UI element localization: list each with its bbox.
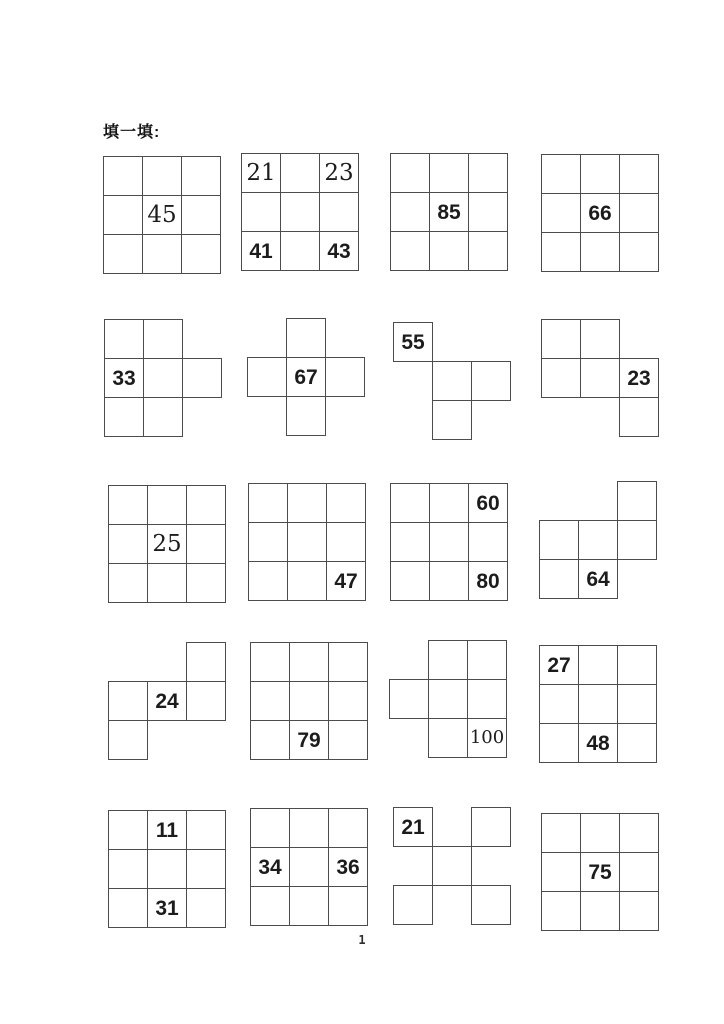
grid-cell <box>186 849 226 889</box>
puzzle-number: 60 <box>476 491 500 515</box>
grid-cell <box>578 684 618 724</box>
grid-cell <box>428 640 468 680</box>
grid-cell <box>250 681 290 721</box>
grid-cell <box>541 154 581 194</box>
puzzle-number: 47 <box>334 569 358 593</box>
grid-cell <box>108 849 148 889</box>
grid-cell <box>617 684 657 724</box>
grid-cell <box>390 522 430 562</box>
grid-cell <box>619 852 659 892</box>
grid-cell <box>619 232 659 272</box>
grid-cell <box>289 847 329 887</box>
grid-cell <box>181 195 221 235</box>
puzzle-number: 25 <box>152 530 182 557</box>
grid-cell <box>389 679 429 719</box>
puzzle-number: 21 <box>246 159 276 186</box>
grid-cell <box>432 400 472 440</box>
puzzle-number: 41 <box>249 239 273 263</box>
grid-cell <box>539 559 579 599</box>
grid-cell <box>328 808 368 848</box>
grid-cell <box>390 561 430 601</box>
grid-cell <box>328 642 368 682</box>
puzzle-number: 66 <box>588 201 612 225</box>
grid-cell <box>541 232 581 272</box>
worksheet-title: 填一填: <box>103 124 161 141</box>
puzzle-number: 21 <box>401 815 425 839</box>
grid-cell <box>541 319 581 359</box>
puzzle-number: 23 <box>627 366 651 390</box>
grid-cell <box>428 718 468 758</box>
grid-cell <box>241 192 281 232</box>
grid-cell <box>280 153 320 193</box>
grid-cell <box>108 888 148 928</box>
grid-cell <box>250 642 290 682</box>
puzzle-number: 31 <box>155 896 179 920</box>
grid-cell <box>250 808 290 848</box>
grid-cell <box>289 886 329 926</box>
grid-cell <box>319 192 359 232</box>
grid-cell <box>181 156 221 196</box>
grid-cell <box>103 234 143 274</box>
grid-cell <box>541 852 581 892</box>
grid-cell <box>289 642 329 682</box>
grid-cell <box>104 319 144 359</box>
grid-cell <box>104 397 144 437</box>
puzzle-number: 34 <box>258 855 282 879</box>
grid-cell <box>248 561 288 601</box>
grid-cell <box>580 813 620 853</box>
grid-cell <box>325 357 365 397</box>
grid-cell <box>182 358 222 398</box>
grid-cell <box>467 640 507 680</box>
grid-cell <box>578 520 618 560</box>
grid-cell <box>390 153 430 193</box>
grid-cell <box>617 723 657 763</box>
grid-cell <box>619 891 659 931</box>
grid-cell <box>186 642 226 682</box>
grid-cell <box>108 720 148 760</box>
grid-cell <box>471 885 511 925</box>
grid-cell <box>390 483 430 523</box>
grid-cell <box>393 885 433 925</box>
grid-cell <box>289 808 329 848</box>
grid-cell <box>539 684 579 724</box>
grid-cell <box>181 234 221 274</box>
puzzle-number: 79 <box>297 728 321 752</box>
grid-cell <box>429 231 469 271</box>
grid-cell <box>390 192 430 232</box>
grid-cell <box>390 231 430 271</box>
grid-cell <box>248 483 288 523</box>
grid-cell <box>578 645 618 685</box>
grid-cell <box>143 319 183 359</box>
grid-cell <box>248 522 288 562</box>
grid-cell <box>147 485 187 525</box>
puzzle-number: 33 <box>112 366 136 390</box>
grid-cell <box>428 679 468 719</box>
grid-cell <box>280 192 320 232</box>
grid-cell <box>619 193 659 233</box>
grid-cell <box>429 522 469 562</box>
grid-cell <box>328 720 368 760</box>
puzzle-number: 55 <box>401 330 425 354</box>
grid-cell <box>143 358 183 398</box>
grid-cell <box>186 810 226 850</box>
grid-cell <box>250 886 290 926</box>
grid-cell <box>541 193 581 233</box>
puzzle-number: 85 <box>437 200 461 224</box>
grid-cell <box>432 361 472 401</box>
grid-cell <box>289 681 329 721</box>
puzzle-number: 23 <box>324 159 354 186</box>
grid-cell <box>619 154 659 194</box>
grid-cell <box>328 886 368 926</box>
grid-cell <box>541 813 581 853</box>
puzzle-number: 24 <box>155 689 179 713</box>
grid-cell <box>468 522 508 562</box>
puzzle-number: 67 <box>294 365 318 389</box>
grid-cell <box>186 681 226 721</box>
grid-cell <box>186 563 226 603</box>
puzzle-number: 36 <box>336 855 360 879</box>
grid-cell <box>468 192 508 232</box>
grid-cell <box>186 485 226 525</box>
grid-cell <box>326 483 366 523</box>
grid-cell <box>580 154 620 194</box>
grid-cell <box>280 231 320 271</box>
puzzle-number: 80 <box>476 569 500 593</box>
grid-cell <box>108 524 148 564</box>
grid-cell <box>103 195 143 235</box>
puzzle-number: 64 <box>586 567 610 591</box>
grid-cell <box>108 485 148 525</box>
grid-cell <box>617 481 657 521</box>
puzzle-number: 27 <box>547 653 571 677</box>
grid-cell <box>103 156 143 196</box>
grid-cell <box>580 319 620 359</box>
grid-cell <box>471 361 511 401</box>
grid-cell <box>108 681 148 721</box>
grid-cell <box>286 318 326 358</box>
grid-cell <box>147 849 187 889</box>
grid-cell <box>468 231 508 271</box>
grid-cell <box>287 483 327 523</box>
grid-cell <box>247 357 287 397</box>
puzzle-number: 100 <box>469 727 505 748</box>
grid-cell <box>468 153 508 193</box>
grid-cell <box>143 397 183 437</box>
puzzle-number: 11 <box>155 818 179 842</box>
grid-cell <box>617 520 657 560</box>
grid-cell <box>108 563 148 603</box>
grid-cell <box>432 846 472 886</box>
grid-cell <box>147 563 187 603</box>
puzzle-number: 75 <box>588 860 612 884</box>
grid-cell <box>580 891 620 931</box>
grid-cell <box>541 891 581 931</box>
grid-cell <box>471 807 511 847</box>
grid-cell <box>619 813 659 853</box>
grid-cell <box>186 888 226 928</box>
grid-cell <box>250 720 290 760</box>
grid-cell <box>539 520 579 560</box>
grid-cell <box>539 723 579 763</box>
grid-cell <box>286 396 326 436</box>
grid-cell <box>429 561 469 601</box>
grid-cell <box>142 156 182 196</box>
grid-cell <box>108 810 148 850</box>
puzzle-number: 45 <box>147 201 177 228</box>
page-number: 1 <box>358 933 366 947</box>
grid-cell <box>580 358 620 398</box>
grid-cell <box>429 153 469 193</box>
grid-cell <box>429 483 469 523</box>
grid-cell <box>142 234 182 274</box>
grid-cell <box>186 524 226 564</box>
puzzle-number: 48 <box>586 731 610 755</box>
grid-cell <box>580 232 620 272</box>
puzzle-number: 43 <box>327 239 351 263</box>
grid-cell <box>617 645 657 685</box>
grid-cell <box>541 358 581 398</box>
grid-cell <box>287 561 327 601</box>
grid-cell <box>287 522 327 562</box>
grid-cell <box>328 681 368 721</box>
grid-cell <box>619 397 659 437</box>
grid-cell <box>467 679 507 719</box>
grid-cell <box>326 522 366 562</box>
